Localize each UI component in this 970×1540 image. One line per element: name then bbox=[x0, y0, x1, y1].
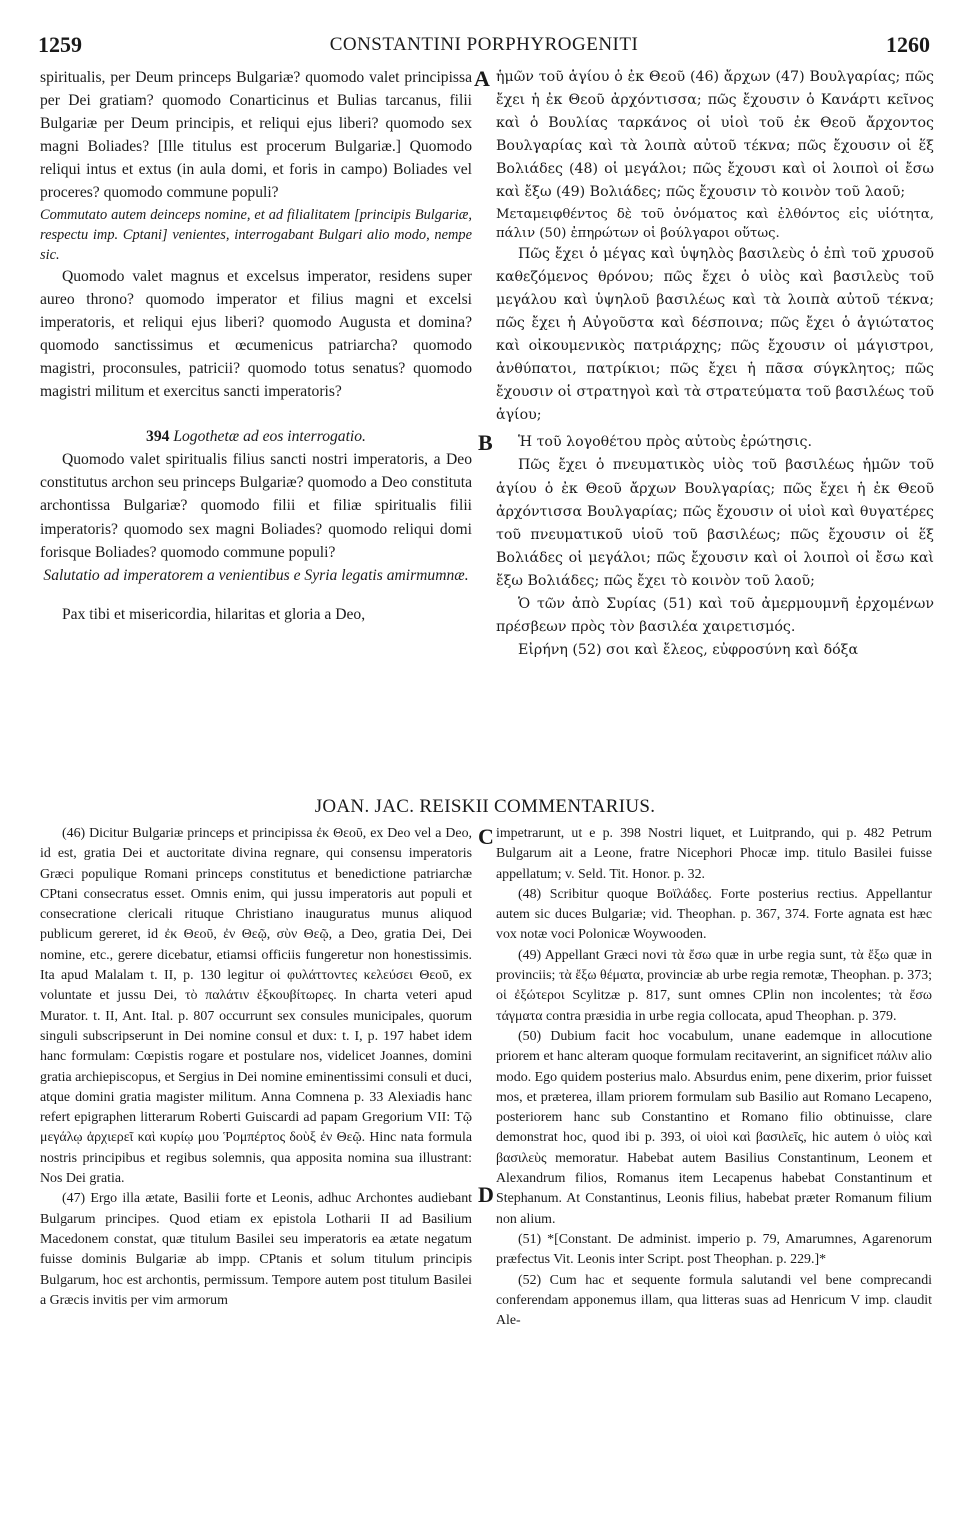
section-title: Logothetæ ad eos interrogatio. bbox=[173, 428, 366, 446]
commentary-title: JOAN. JAC. REISKII COMMENTARIUS. bbox=[314, 796, 656, 817]
footnote-50: (50) Dubium facit hoc vocabulum, unane eademque in allocutione priorem et hanc alteram quoque formulam recitaverint, an significet πάλιν alio modo. Ego quidem posterius malo. Absurdus enim, pene dixerim, prior fuisset mos, et præterea, illam priorem formulam sub Basilio aut Romano Lecapeno, posteriorem hanc sub Constantino et Romano filio obtinuisse, clare demonstrat hoc, quod ibi p. 393, οἱ υἱοὶ καὶ βασιλεῖς, hic autem ὁ υἱὸς καὶ βασιλεὺς memoratur. Habebat autem Basilius Constantinum, Leonem et Alexandrum filios, Romanus item Lecapenus habebat Constantinum et Stephanum. At Constantinus, Leonis filius, habebat præter Romanum filium non alium. bbox=[496, 1028, 932, 1227]
latin-rubric: Commutato autem deinceps nomine, et ad filialitatem [principis Bulgariæ, respectu imp. Cptani] venientes, interrogabant Bulgari alio modo, nempe sic. bbox=[40, 206, 472, 263]
latin-paragraph: Pax tibi et misericordia, hilaritas et gloria a Deo, bbox=[62, 605, 366, 623]
latin-paragraph: spiritualis, per Deum princeps Bulgariæ? quomodo valet principissa per Dei gratiam? quomodo Conarticinus et Bulias tarcanus, filii Bulgariæ per Deum principis, et reliqui ejus liberi? quomodo sex magni Boliades? [Ille titulus est procerum Bulgariæ.] Quomodo reliqui intus et extus (in aula domi, et foris in campo) Boliades vel proceres? quomodo commune populi? bbox=[40, 69, 472, 202]
section-heading bbox=[40, 425, 472, 448]
marker-c: C bbox=[478, 824, 494, 849]
greek-paragraph: Μεταμειφθέντος δὲ τοῦ ὀνόματος καὶ ἐλθόντος εἰς υἱότητα, πάλιν (50) ἐπηρώτων οἱ βούλγαροι οὕτως. bbox=[496, 206, 934, 241]
greek-rubric: Ὁ τῶν ἀπὸ Συρίας (51) καὶ τοῦ ἀμερμουμνῆ ἐρχομένων πρέσβεων πρὸς τὸν βασιλέα χαιρετισμός. bbox=[496, 595, 934, 636]
page-number-left: 1259 bbox=[38, 32, 82, 57]
latin-paragraph: Quomodo valet spiritualis filius sancti nostri imperatoris, a Deo constitutus archon seu princeps Bulgariæ? quomodo a Deo constituta archontissa Bulgariæ? quomodo filii et filiæ spiritualis filii imperatoris? quomodo sex magni Boliades? quomodo reliqui domi forisque Boliades? quomodo commune populi? bbox=[40, 451, 472, 561]
commentary-right-column bbox=[496, 824, 932, 1331]
greek-paragraph: Πῶς ἔχει ὁ πνευματικὸς υἱὸς τοῦ βασιλέως ἡμῶν τοῦ ἁγίου ὁ ἐκ Θεοῦ ἄρχων Βουλγαρίας; πῶς ἔχει ἡ ἐκ Θεοῦ ἀρχόντισσα Βουλγαρίας; πῶς ἔχουσιν οἱ υἱοὶ καὶ θυγατέρες τοῦ πνευματικοῦ υἱοῦ τοῦ βασιλέως; πῶς ἔχουσιν οἱ ἕξ Βολιάδες οἱ μεγάλοι; πῶς ἔχουσιν καὶ οἱ λοιποὶ οἱ ἔσω καὶ ἔξω Βολιάδες; πῶς ἔχει τὸ κοινὸν τοῦ λαοῦ; bbox=[496, 457, 934, 589]
commentary-left-column bbox=[40, 824, 472, 1311]
greek-paragraph: ἡμῶν τοῦ ἁγίου ὁ ἐκ Θεοῦ (46) ἄρχων (47) Βουλγαρίας; πῶς ἔχει ἡ ἐκ Θεοῦ ἀρχόντισσα; πῶς ἔχουσιν ὁ Κανάρτι κεῖνος καὶ ὁ Βουλίας ταρκάνος οἱ υἱοὶ τοῦ ἐκ Θεοῦ ἄρχοντος Βουλγαρίας καὶ τὰ λοιπὰ αὐτοῦ τέκνα; πῶς ἔχουσιν οἱ ἕξ Βολιάδες (48) οἱ μεγάλοι; πῶς ἔχουσι καὶ οἱ λοιποὶ οἱ ἔσω καὶ ἔξω (49) Βολιάδες; πῶς ἔχουσιν τὸ κοινὸν τοῦ λαοῦ; bbox=[496, 69, 934, 201]
marker-b: B bbox=[478, 430, 493, 455]
latin-paragraph: Quomodo valet magnus et excelsus imperator, residens super aureo throno? quomodo imperator et filius magni et excelsi imperatoris, et reliqui ejus liberi? quomodo Augusta et domina? quomodo sanctissimus et œcumenicus patriarcha? quomodo magistri, proconsules, patricii? quomodo totus senatus? quomodo magistri militum et exercitus sancti imperatoris? bbox=[40, 267, 472, 401]
latin-rubric: Salutatio ad imperatorem a venientibus e Syria legatis amirmumnæ. bbox=[43, 566, 469, 584]
running-title: CONSTANTINI PORPHYROGENITI bbox=[329, 34, 639, 55]
greek-text-column bbox=[496, 66, 934, 662]
footnote-47: (47) Ergo illa ætate, Basilii forte et Leonis, adhuc Archontes audiebant Bulgarum principes. Quod etiam ex epistola Lotharii II ad Basilium Macedonem constat, quæ titulum Basilei seu imperatoris ea ætate negatum fuisse dominis Bulgariæ ab impp. CPtanis et solum titulum principis Bulgarum, hoc est archontis, permissum. Tempore autem post titulum Basilei a Græcis invitis per vim armorum bbox=[40, 1191, 472, 1308]
footnote-46: (46) Dicitur Bulgariæ princeps et principissa ἐκ Θεοῦ, ex Deo vel a Deo, id est, gratia Dei et auctoritate divina regnare, qui consensu imperatoris Græci populique Romani princeps constitutus et benedictione patriarchæ CPtani consecratus esset. Omnis enim, qui jussu imperatoris aut populi et consecratione clericali rituque Christiano inauguratus munus aliquod publicum gereret, id ἐκ Θεοῦ, ἐν Θεῷ, σὺν Θεῷ, a Deo, gratia Dei, Dei nomine, etc., gerere dicebatur, etiamsi officiis fungeretur non honestissimis. Ita apud Malalam t. II, p. 130 legitur οἱ φυλάττοντες κελεύσει Θεοῦ, ex voluntate et jussu Dei, τὸ παλάτιν ἐξκουβίτωρες. In charta veteri apud Murator. t. II, Ant. Ital. p. 807 occurrunt sex consules municipales, quorum singuli subscripserunt in Dei nomine consul et dux: t. I, p. 197 habet idem hanc formulam: Cœpistis rogare et postulare nos, videlicet Joannes, domini gratia archiepiscopus, et Sergius in Dei nomine eminentissimi consuli et duci, atque domini gratia magister militum. Anna Comnena p. 33 Alexiadis hanc refert epigraphen litterarum Roberti Guiscardi ad papam Gregorium VII: Τῷ μεγάλῳ ἀρχιερεῖ καὶ κυρίῳ μου Ῥομπέρτος δοὺξ ἐν Θεῷ. Hinc nata formula nostris principibus et regibus solemnis, qua apposita nomina sua illustrant: Nos Dei gratia. bbox=[40, 826, 472, 1187]
marker-d: D bbox=[478, 1182, 494, 1207]
footnote-47-continued: impetrarunt, ut e p. 398 Nostri liquet, et Luitprando, qui p. 482 Petrum Bulgarum ait a Leone, fratre Nicephori Phocæ imp. titulo Basilei fuisse appellatum; v. Seld. Tit. Honor. p. 32. bbox=[496, 826, 932, 882]
footnote-48: (48) Scribitur quoque Βοϊλάδες. Forte posterius rectius. Appellantur autem sic duces Bulgariæ; vid. Theophan. p. 367, 374. Forte agnata est hæc vox notæ voci Polonicæ Woywooden. bbox=[496, 886, 932, 943]
running-header bbox=[38, 32, 930, 62]
marker-a: A bbox=[474, 66, 490, 91]
section-number: 394 bbox=[146, 428, 170, 446]
greek-paragraph: Εἰρήνη (52) σοι καὶ ἔλεος, εὐφροσύνη καὶ δόξα bbox=[518, 642, 859, 659]
greek-paragraph: Πῶς ἔχει ὁ μέγας καὶ ὑψηλὸς βασιλεὺς ὁ ἐπὶ τοῦ χρυσοῦ καθεζόμενος θρόνου; πῶς ἔχει ὁ υἱὸς καὶ βασιλεὺς τοῦ μεγάλου καὶ ὑψηλοῦ βασιλέως καὶ τὰ λοιπὰ αὐτοῦ τέκνα; πῶς ἔχει ἡ Αὐγοῦστα καὶ δέσποινα; πῶς ἔχει ὁ ἁγιώτατος καὶ οἰκουμενικὸς πατριάρχης; πῶς ἔχουσιν οἱ μάγιστροι, ἀνθύπατοι, πατρίκιοι; πῶς ἔχει ἡ πᾶσα σύγκλητος; πῶς ἔχουσιν οἱ στρατηγοὶ καὶ τὰ στρατεύματα τοῦ βασιλέως τοῦ ἁγίου; bbox=[496, 245, 934, 424]
footnote-52: (52) Cum hac et sequente formula salutandi vel bene comprecandi conferendam apponemus illam, qua litteras suas ad Henricum V imp. claudit Ale- bbox=[496, 1272, 932, 1329]
greek-section-heading: Ἡ τοῦ λογοθέτου πρὸς αὐτοὺς ἐρώτησις. bbox=[518, 434, 812, 451]
latin-text-column bbox=[40, 66, 472, 626]
footnote-49: (49) Appellant Græci novi τὰ ἔσω quæ in urbe regia sunt, τὰ ἔξω quæ in provinciis; τὰ ἔξω θέματα, provinciæ ab urbe regia remotæ, Theophan. p. 373; οἱ ἐξώτεροι Scylitzæ p. 817, sunt omnes CPlin non incolentes; τὰ ἔσω τάγματα contra præsidia in urbe regia collocata, apud Theophan. p. 379. bbox=[496, 947, 932, 1024]
page-number-right: 1260 bbox=[886, 32, 930, 57]
footnote-51: (51) *[Constant. De administ. imperio p. 79, Amarumnes, Agarenorum præfectus Vit. Leonis inter Script. post Theophan. p. 229.]* bbox=[496, 1231, 932, 1268]
